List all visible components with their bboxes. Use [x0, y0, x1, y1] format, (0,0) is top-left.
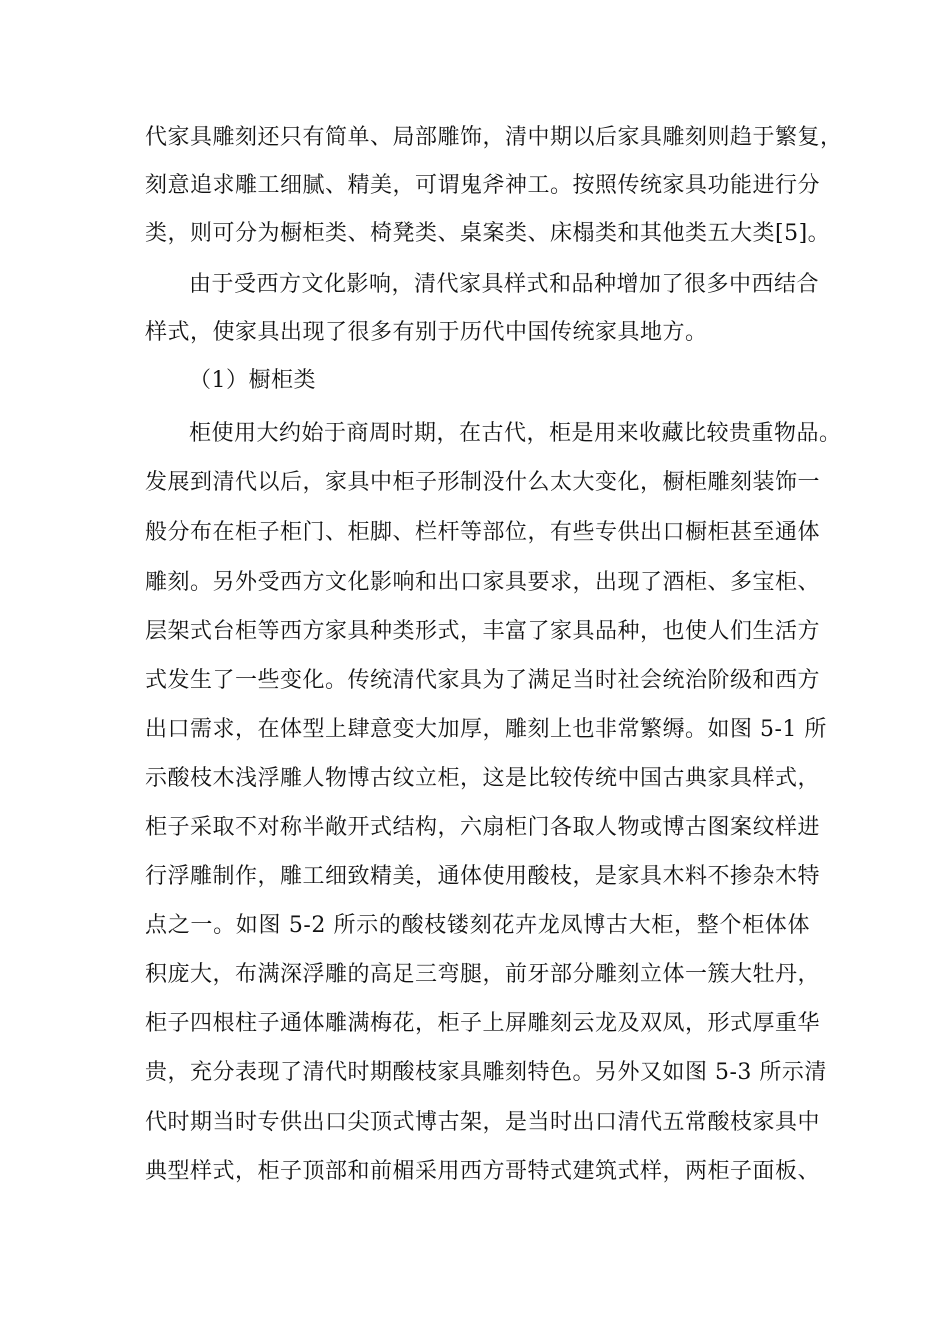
text-line: 典型样式，柜子顶部和前楣采用西方哥特式建筑式样，两柜子面板、	[145, 1159, 821, 1184]
text-line: 贵，充分表现了清代时期酸枝家具雕刻特色。另外又如图 5-3 所示清	[145, 1060, 827, 1085]
text-line: 类，则可分为橱柜类、椅凳类、桌案类、床榻类和其他类五大类[5]。	[145, 221, 831, 246]
text-line: 柜子四根柱子通体雕满梅花，柜子上屏雕刻云龙及双凤，形式厚重华	[145, 1011, 821, 1036]
paragraph-first-line: 柜使用大约始于商周时期，在古代，柜是用来收藏比较贵重物品。	[189, 421, 842, 446]
text-line: 点之一。如图 5-2 所示的酸枝镂刻花卉龙凤博古大柜，整个柜体体	[145, 913, 810, 938]
text-line: 雕刻。另外受西方文化影响和出口家具要求，出现了酒柜、多宝柜、	[145, 570, 821, 595]
text-line: 出口需求，在体型上肆意变大加厚，雕刻上也非常繁缛。如图 5-1 所	[145, 717, 827, 742]
text-line: 般分布在柜子柜门、柜脚、栏杆等部位，有些专供出口橱柜甚至通体	[145, 520, 821, 545]
paragraph-first-line: 由于受西方文化影响，清代家具样式和品种增加了很多中西结合	[189, 272, 820, 297]
text-line: 行浮雕制作，雕工细致精美，通体使用酸枝，是家具木料不掺杂木特	[145, 864, 821, 889]
text-line: 发展到清代以后，家具中柜子形制没什么太大变化，橱柜雕刻装饰一	[145, 470, 821, 495]
section-heading: （1）橱柜类	[189, 368, 316, 393]
text-line: 柜子采取不对称半敞开式结构，六扇柜门各取人物或博古图案纹样进	[145, 815, 821, 840]
text-line: 样式，使家具出现了很多有别于历代中国传统家具地方。	[145, 320, 708, 345]
text-line: 式发生了一些变化。传统清代家具为了满足当时社会统治阶级和西方	[145, 668, 821, 693]
text-line: 代家具雕刻还只有简单、局部雕饰，清中期以后家具雕刻则趋于繁复，	[145, 125, 843, 150]
text-line: 代时期当时专供出口尖顶式博古架，是当时出口清代五常酸枝家具中	[145, 1110, 821, 1135]
text-line: 层架式台柜等西方家具种类形式，丰富了家具品种，也使人们生活方	[145, 619, 821, 644]
text-line: 示酸枝木浅浮雕人物博古纹立柜，这是比较传统中国古典家具样式，	[145, 766, 821, 791]
text-line: 刻意追求雕工细腻、精美，可谓鬼斧神工。按照传统家具功能进行分	[145, 173, 821, 198]
text-line: 积庞大，布满深浮雕的高足三弯腿，前牙部分雕刻立体一簇大牡丹，	[145, 962, 821, 987]
